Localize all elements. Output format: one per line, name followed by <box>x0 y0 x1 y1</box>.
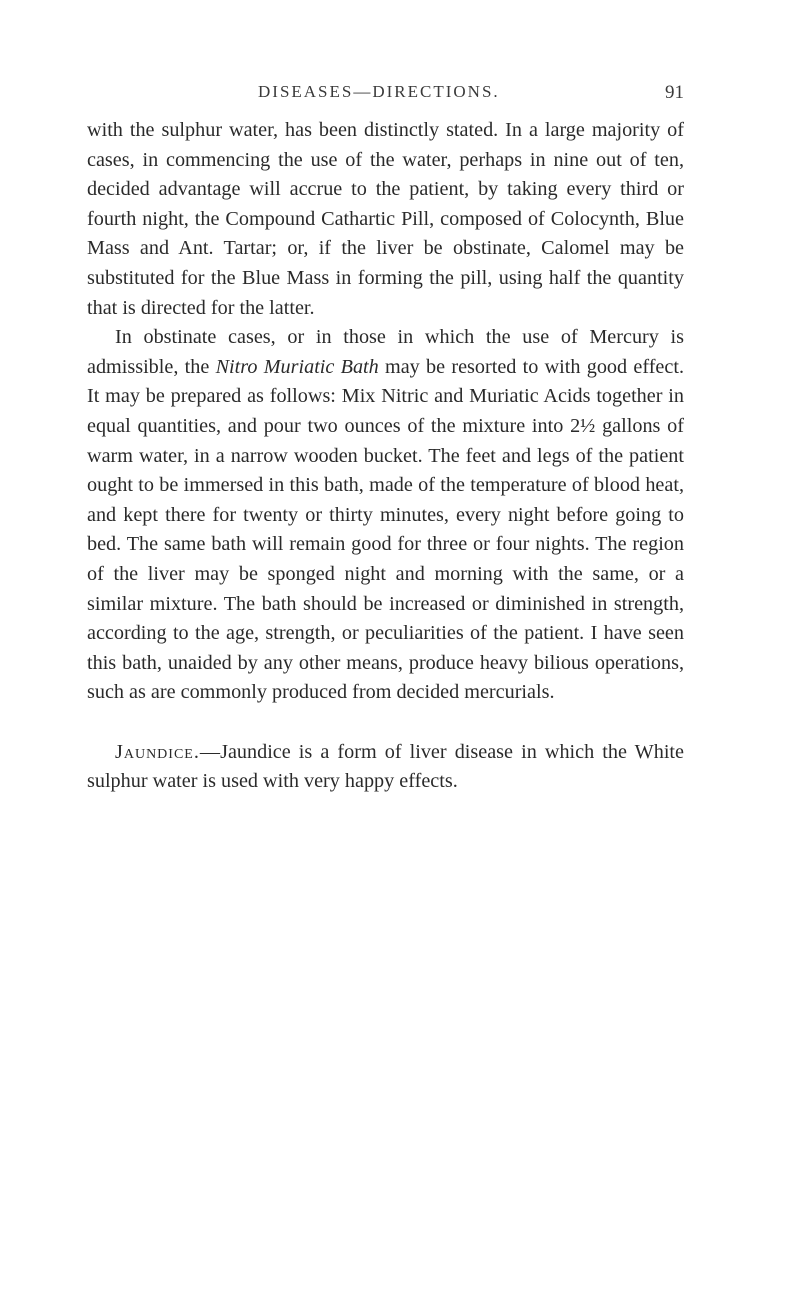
body-text <box>87 116 684 797</box>
paragraph-sulphur-water: with the sulphur water, has been distinctly stated. In a large majority of cases, in commencing the use of the water, perhaps in nine out of ten, decided advantage will accrue to the patient, by taking every third or fourth night, the Compound Cathartic Pill, composed of Colocynth, Blue Mass and Ant. Tartar; or, if the liver be obstinate, Calomel may be substituted for the Blue Mass in forming the pill, using half the quantity that is directed for the latter. <box>87 119 684 319</box>
section-heading-jaundice: Jaundice. <box>115 740 200 763</box>
paragraph-jaundice <box>87 738 684 797</box>
paragraph-text-rest: may be resorted to with good effect. It may be prepared as follows: Mix Nitric and Muriatic Acids together in equal quantities, and pour two ounces of the mixture into 2½ gallons of warm water, in a narrow wooden bucket. The feet and legs of the patient ought to be immersed in this bath, made of the temperature of blood heat, and kept there for twenty or thirty minutes, every night before going to bed. The same bath will remain good for three or four nights. The region of the liver may be sponged night and morning with the same, or a similar mixture. The bath should be increased or diminished in strength, according to the age, strength, or peculiarities of the patient. I have seen this bath, unaided by any other means, produce heavy bilious operations, such as are commonly produced from decided mercurials. <box>87 355 684 704</box>
bath-name: Nitro Muriatic Bath <box>215 355 379 378</box>
jaundice-text: —Jaundice is a form of liver disease in which the White sulphur water is used with very happy effects. <box>87 740 684 793</box>
page-number: 91 <box>665 82 684 103</box>
paragraph-text-start: In obstinate cases, or in those in which the use of Mercury is admissible, the <box>87 326 684 378</box>
running-head <box>0 82 800 112</box>
running-title: DISEASES—DIRECTIONS. <box>258 82 500 101</box>
paragraph-nitro-muriatic-bath <box>87 323 684 708</box>
